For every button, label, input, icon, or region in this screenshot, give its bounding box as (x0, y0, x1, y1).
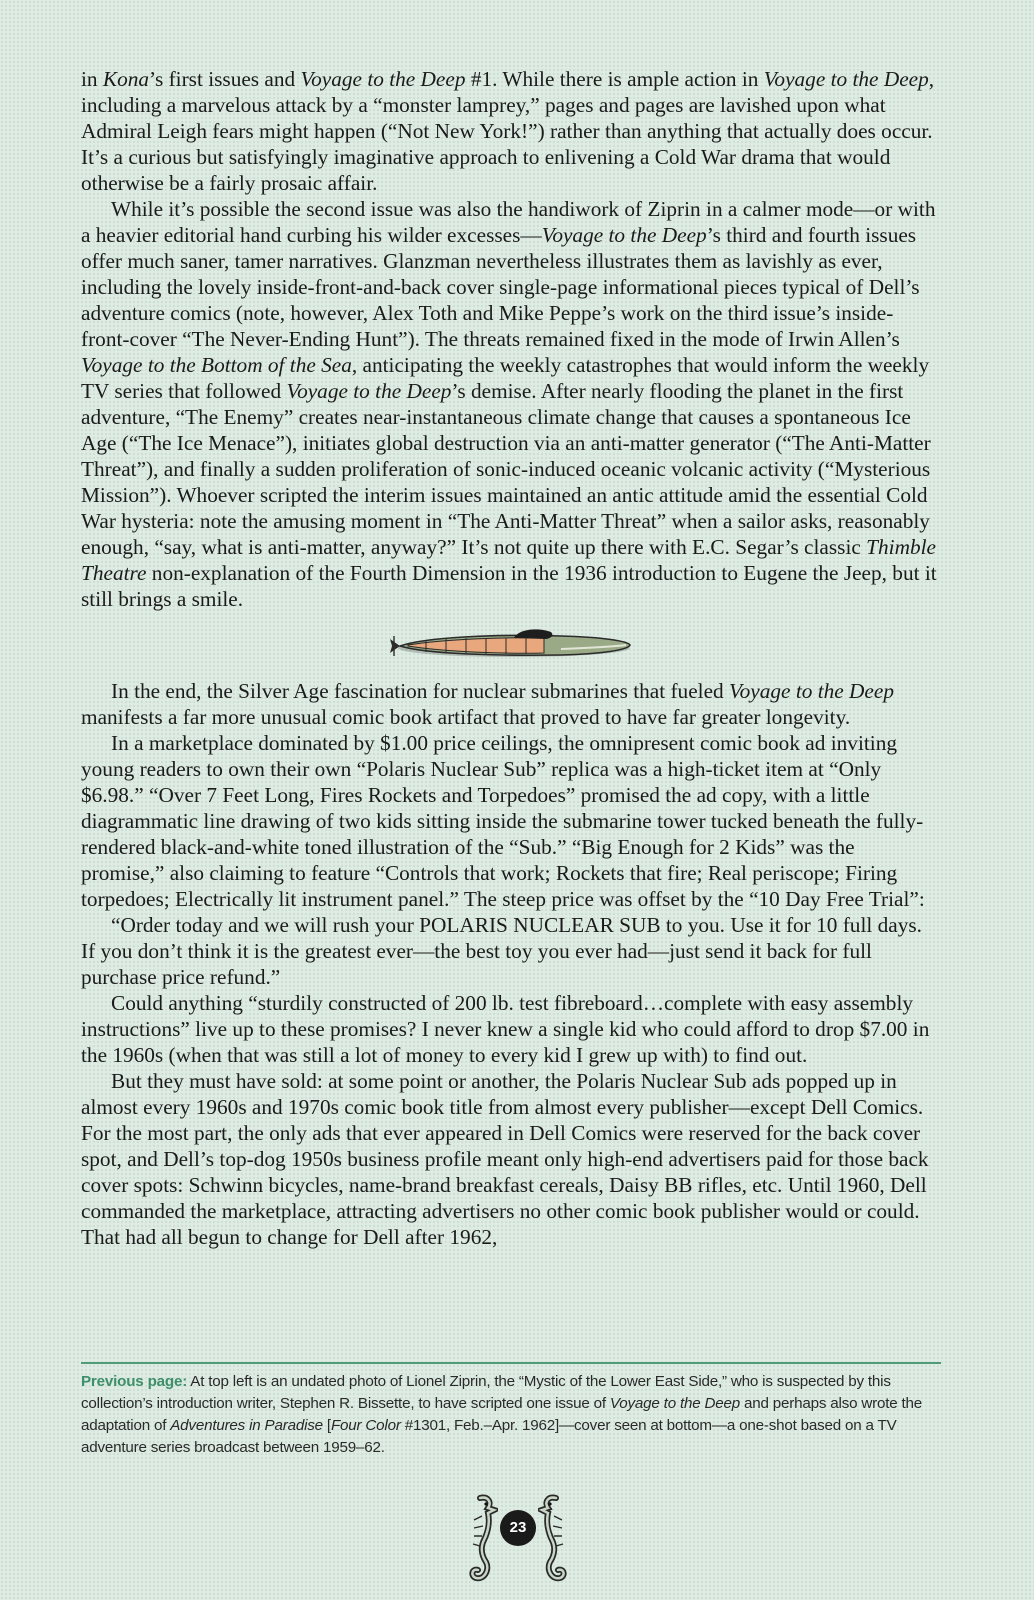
submarine-icon (386, 624, 636, 664)
quote-paragraph: “Order today and we will rush your POLARIS NUCLEAR SUB to you. Use it for 10 full days. If you don’t think it is the greatest ever—the best toy you ever had—just send it back for full purchase price refund.” (81, 913, 922, 989)
caption-divider (81, 1362, 941, 1364)
article-body (81, 66, 941, 1250)
paragraph: in Kona’s first issues and Voyage to the Deep #1. While there is ample action in Voyage to the Deep, including a marvelous attack by a “monster lamprey,” pages and pages are lavished upon what Admiral Leigh fears might happen (“Not New York!”) rather than anything that actually does occur. It’s a curious but satisfyingly imaginative approach to enlivening a Cold War drama that would otherwise be a fairly prosaic affair. (81, 67, 935, 195)
seahorse-left-icon (458, 1492, 498, 1587)
page-number: 23 (500, 1510, 536, 1546)
page-folio (458, 1492, 578, 1587)
seahorse-right-icon (538, 1492, 578, 1587)
paragraph: But they must have sold: at some point or another, the Polaris Nuclear Sub ads popped up in almost every 1960s and 1970s comic book title from almost every publisher—except Dell Comics. For the most part, the only ads that ever appeared in Dell Comics were reserved for the back cover spot, and Dell’s top-dog 1950s business profile meant only high-end advertisers paid for those back cover spots: Schwinn bicycles, name-brand breakfast cereals, Daisy BB rifles, etc. Until 1960, Dell commanded the marketplace, attracting advertisers no other comic book publisher would or could. That had all begun to change for Dell after 1962, (81, 1069, 929, 1249)
photo-caption: Previous page: At top left is an undated photo of Lionel Ziprin, the “Mystic of the Lower East Side,” who is suspected by this collection’s introduction writer, Stephen R. Bissette, to have scripted one issue of Voyage to the Deep and perhaps also wrote the adaptation of Adventures in Paradise [Four Color #1301, Feb.–Apr. 1962]—cover seen at bottom—a one-shot based on a TV adventure series broadcast between 1959–62. (81, 1373, 923, 1456)
paragraph: Could anything “sturdily constructed of 200 lb. test fibreboard…complete with easy assembly instructions” live up to these promises? I never knew a single kid who could afford to drop $7.00 in the 1960s (when that was still a lot of money to every kid I grew up with) to find out. (81, 991, 930, 1067)
paragraph: While it’s possible the second issue was also the handiwork of Ziprin in a calmer mode—or with a heavier editorial hand curbing his wilder excesses—Voyage to the Deep’s third and fourth issues offer much saner, tamer narratives. Glanzman nevertheless illustrates them as lavishly as ever, including the lovely inside-front-and-back cover single-page informational pieces typical of Dell’s adventure comics (note, however, Alex Toth and Mike Peppe’s work on the third issue’s inside-front-cover “The Never-Ending Hunt”). The threats remained fixed in the mode of Irwin Allen’s Voyage to the Bottom of the Sea, anticipating the weekly catastrophes that would inform the weekly TV series that followed Voyage to the Deep’s demise. After nearly flooding the planet in the first adventure, “The Enemy” creates near-instantaneous climate change that causes a spontaneous Ice Age (“The Ice Menace”), initiates global destruction via an anti-matter generator (“The Anti-Matter Threat”), and finally a sudden proliferation of sonic-induced oceanic volcanic activity (“Mysterious Mission”). Whoever scripted the interim issues maintained an antic attitude amid the essential Cold War hysteria: note the amusing moment in “The Anti-Matter Threat” when a sailor asks, reasonably enough, “say, what is anti-matter, anyway?” It’s not quite up there with E.C. Segar’s classic Thimble Theatre non-explanation of the Fourth Dimension in the 1936 introduction to Eugene the Jeep, but it still brings a smile. (81, 197, 937, 611)
paragraph: In the end, the Silver Age fascination for nuclear submarines that fueled Voyage to the Deep manifests a far more unusual comic book artifact that proved to have far greater longevity. (81, 679, 894, 729)
caption-label: Previous page: (81, 1373, 188, 1390)
paragraph: In a marketplace dominated by $1.00 price ceilings, the omnipresent comic book ad inviting young readers to own their own “Polaris Nuclear Sub” replica was a high-ticket item at “Only $6.98.” “Over 7 Feet Long, Fires Rockets and Torpedoes” promised the ad copy, with a little diagrammatic line drawing of two kids sitting inside the submarine tower tucked beneath the fully-rendered black-and-white toned illustration of the “Sub.” “Big Enough for 2 Kids” was the promise,” also claiming to feature “Controls that work; Rockets that fire; Real periscope; Firing torpedoes; Electrically lit instrument panel.” The steep price was offset by the “10 Day Free Trial”: (81, 731, 925, 911)
